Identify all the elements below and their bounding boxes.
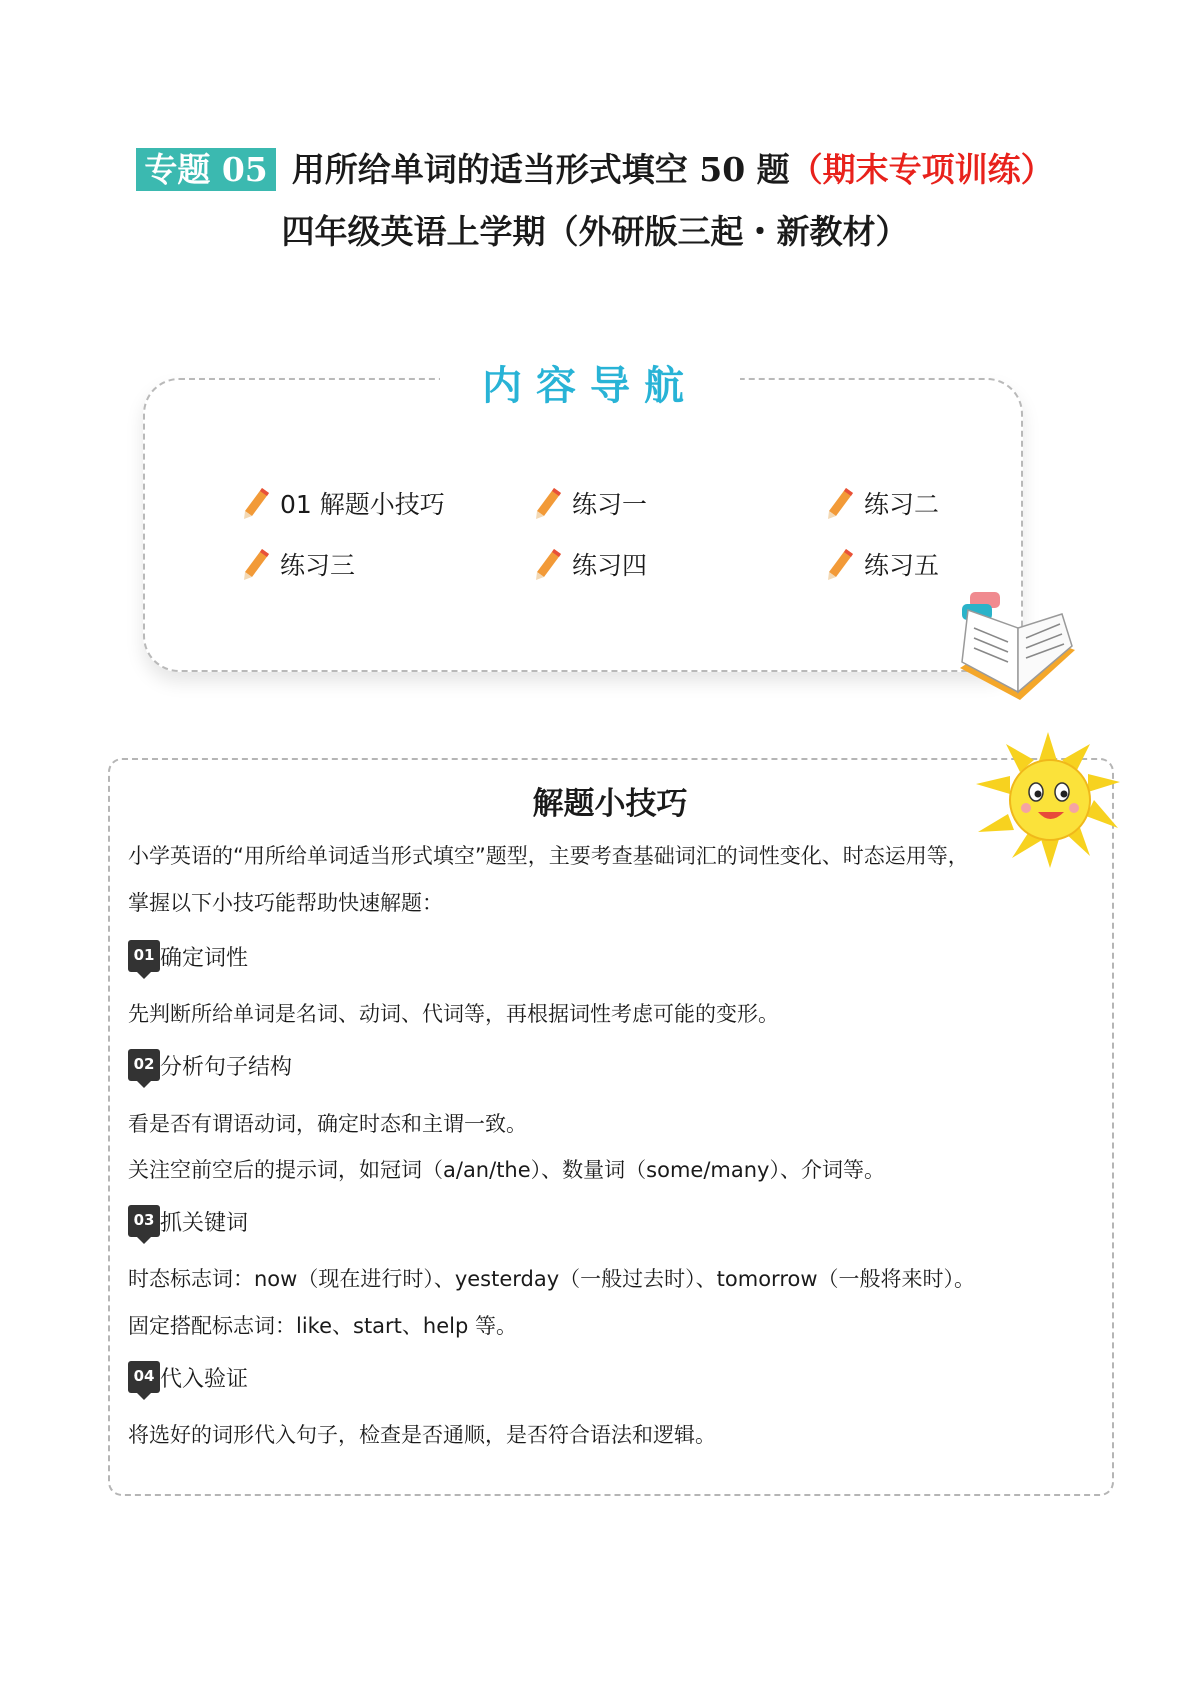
section-heading-label: 分析句子结构 [160,1054,293,1080]
nav-item-label: 01 解题小技巧 [280,490,445,519]
nav-item-label: 练习一 [572,490,648,519]
tip-section-heading [128,940,248,972]
tips-title: 解题小技巧 [532,786,688,822]
pencil-icon [534,486,564,520]
nav-item-label: 练习五 [864,551,940,580]
section-number-badge: 04 [128,1361,160,1393]
section-heading-label: 代入验证 [160,1366,249,1392]
tips-intro-line-2: 掌握以下小技巧能帮助快速解题： [128,891,443,915]
pencil-icon [242,547,272,581]
tip-line: 看是否有谓语动词，确定时态和主谓一致。 [128,1112,527,1136]
tips-intro-line-1: 小学英语的“用所给单词适当形式填空”题型，主要考查基础词汇的词性变化、时态运用等， [128,844,969,868]
tip-line: 关注空前空后的提示词，如冠词（a/an/the）、数量词（some/many）、介词等。 [128,1158,885,1182]
tip-line: 先判断所给单词是名词、动词、代词等，再根据词性考虑可能的变形。 [128,1002,779,1026]
topic-tag: 专题 05 [136,148,275,191]
pencil-icon [242,486,272,520]
pencil-icon [826,547,856,581]
nav-item-label: 练习二 [864,490,940,519]
title-red: （期末专项训练） [789,150,1054,189]
nav-item-exercise-2[interactable] [826,485,939,521]
page-header [0,148,1190,254]
nav-item-tips[interactable] [242,485,445,521]
section-heading-label: 抓关键词 [160,1210,249,1236]
pencil-icon [826,486,856,520]
tip-line: 固定搭配标志词：like、start、help 等。 [128,1314,517,1338]
title-main: 用所给单词的适当形式填空 50 题 [291,150,790,189]
section-number-badge: 03 [128,1205,160,1237]
content-nav-box [143,378,1023,672]
book-illustration [950,590,1080,710]
section-number-badge: 02 [128,1049,160,1081]
section-number-badge: 01 [128,940,160,972]
nav-item-exercise-4[interactable] [534,546,647,582]
tip-section-heading [128,1361,248,1393]
tip-section-heading [128,1049,292,1081]
section-heading-label: 确定词性 [160,945,249,971]
nav-item-exercise-5[interactable] [826,546,939,582]
nav-title: 内容导航 [482,363,698,409]
nav-item-label: 练习四 [572,551,648,580]
page-subtitle: 四年级英语上学期（外研版三起・新教材） [281,212,909,251]
tip-line: 时态标志词：now（现在进行时）、yesterday（一般过去时）、tomorrow（一般将来时）。 [128,1267,976,1291]
page-title [0,148,1190,192]
tip-line: 将选好的词形代入句子，检查是否通顺，是否符合语法和逻辑。 [128,1423,716,1447]
nav-item-exercise-1[interactable] [534,485,647,521]
nav-item-label: 练习三 [280,551,356,580]
nav-item-exercise-3[interactable] [242,546,355,582]
tip-section-heading [128,1205,248,1237]
pencil-icon [534,547,564,581]
